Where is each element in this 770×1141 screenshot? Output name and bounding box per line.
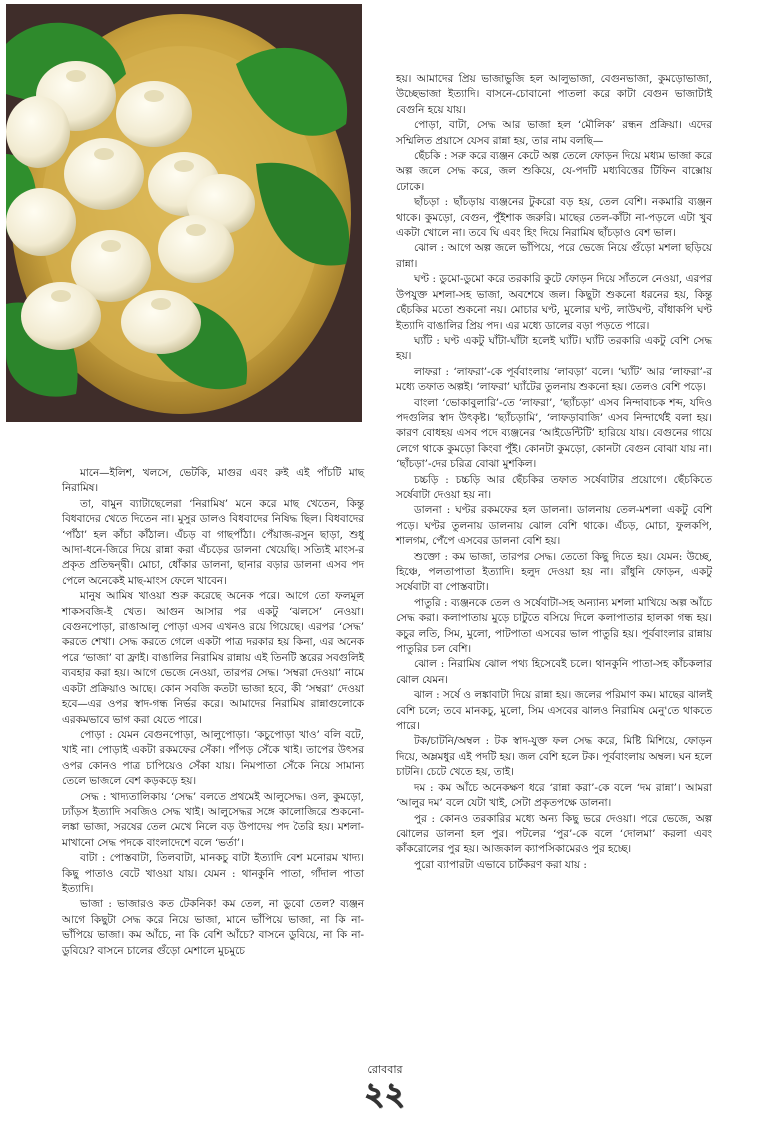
paragraph: পোড়া, বাটা, সেদ্ধ আর ভাজা হল ‘মৌলিক’ রন্ধন প্রক্রিয়া। এদের সম্মিলিত প্রয়াসে যেসব রান্না হয়, তার নাম বলছি— [396,119,712,147]
paragraph: পাতুরি : ব্যঞ্জনকে তেল ও সর্ষেবাটা-সহ অন্যান্য মশলা মাখিয়ে অল্প আঁচে সেদ্ধ করা। কলাপাতায় মুড়ে চাটুতে বসিয়ে দিলে কলাপাতার হালকা গন্ধ হয়। কচুর লতি, সিম, মুলো, পাটপাতা এসবের ভাল পাতুরি হয়। পূর্ববাংলার রান্নায় পাতুরির চল বেশি। [396,596,712,656]
paragraph: ঘ্যাঁট : ঘণ্ট একটু ঘাঁটা-ঘাঁটা হলেই ঘ্যাঁট। ঘ্যাঁট তরকারি একটু বেশি সেদ্ধ হয়। [396,334,712,363]
momo-plate-illustration [6,4,362,422]
paragraph: বাটা : পোস্তবাটা, তিলবাটা, মানকচু বাটা ইত্যাদি বেশ মনোরম খাদ্য। কিছু পাতাও বেটে খাওয়া যায়। যেমন : থানকুনি পাতা, গাঁদাল পাতা ইত্যাদি। [62,852,364,895]
paragraph: ঝোল : আগে অল্প জলে ভাঁপিয়ে, পরে ভেজে নিয়ে গুঁড়ো মশলা ছড়িয়ে রান্না। [396,242,712,270]
magazine-name: রোববার [367,1063,403,1076]
food-photo [6,4,362,422]
paragraph: তা, বামুন ব্যাটাছেলেরা ‘নিরামিষ’ মনে করে মাছ খেতেন, কিন্তু বিধবাদের খেতে দিতেন না। মুসুর ডালও বিধবাদের নিষিদ্ধ ছিল। বিধবাদের ‘পাঁঠা’ হল কাঁচা কাঁঠাল। এঁচড় বা গাছপাঁঠা। পেঁয়াজ-রসুন ছাড়া, শুধু আদা-ধনে-জিরে দিয়ে রান্না করা এঁচড়ের ডালনা খেয়েছি। সত্যিই মাংস-র প্রকৃত প্রতিদ্বন্দ্বী। মোচা, ধোঁকার ডালনা, ছানার বড়ার ডালনা এসব পদ পেলে অনেকেই মাছ-মাংস ফেলে খাবেন। [62,497,364,587]
article-right-column [396,72,712,873]
article-left-column [62,466,364,959]
paragraph: লাফরা : ‘লাফরা’-কে পূর্ববাংলায় ‘লাবড়া’ বলে। ‘ঘ্যাঁট’ আর ‘লাফরা’-র মধ্যে তফাত অল্পই। ‘লাফরা’ ঘ্যাঁটের তুলনায় শুকনো হয়। তেলও বেশি পড়ে। [396,365,712,394]
paragraph: পোড়া : যেমন বেগুনপোড়া, আলুপোড়া। ‘কচুপোড়া খাও’ বলি বটে, খাই না। পোড়াই একটা রকমফের সেঁকা। পাঁপড় সেঁকে খাই। তাপের উৎসর ওপর কোনও পাত্র চাপিয়েও সেঁকা যায়। নিমপাতা সেঁকে নিয়ে সামান্য তেলে ভাজলে বেশ কড়কড়ে হয়। [62,728,364,788]
page-number: ২২ [364,1077,406,1112]
paragraph: দম : কম আঁচে অনেকক্ষণ ধরে ‘রান্না করা’-কে বলে ‘দম রান্না’। আমরা ‘আলুর দম’ বলে যেটা খাই, সেটা প্রকৃতপক্ষে ডালনা। [396,781,712,810]
paragraph: ছাঁচড়া : ছাঁচড়ায় ব্যঞ্জনের টুকরো বড় হয়, তেল বেশি। নকমারি ব্যঞ্জন থাকে। কুমড়ো, বেগুন, পুঁইশাক জরুরি। মাছের তেল-কাঁটা না-পড়লে এটা খুব একটা খোলে না। তবে ঘি এবং হিং দিয়ে নিরামিষ ছাঁচড়াও বেশ ভাল। [396,196,712,240]
paragraph: মানে—ইলিশ, খলসে, ভেটকি, মাগুর এবং রুই এই পাঁচটি মাছ নিরামিষ। [62,467,364,495]
paragraph: ভাজা : ভাজারও কত টেকনিক! কম তেল, না ডুবো তেল? ব্যঞ্জন আগে কিছুটা সেদ্ধ করে নিয়ে ভাজা, মানে ভাঁপিয়ে ভাজা, না কি না-ভাঁপিয়ে ভাজা। কম আঁচে, না কি বেশি আঁচে? বাসনে ডুবিয়ে, না কি না-ডুবিয়ে? বাসনে চালের গুঁড়ো মেশালে মুচমুচে [62,898,364,957]
paragraph: টক/চাটনি/অম্বল : টক স্বাদ-যুক্ত ফল সেদ্ধ করে, মিষ্টি মিশিয়ে, ফোড়ন দিয়ে, অম্লমধুর এই পদটি হয়। জল বেশি হলে টক। পূর্ববাংলায় অম্বল। ঘন হলে চাটনি। চেটে খেতে হয়, তাই। [396,735,712,779]
paragraph: শুক্তো : কম ভাজা, তারপর সেদ্ধ। তেতো কিছু দিতে হয়। যেমন: উচ্ছে, হিঞ্চে, পলতাপাতা ইত্যাদি। হলুদ দেওয়া হয় না। রাঁধুনি ফোড়ন, একটু সর্ষেবাটা বা পোস্তবাটা। [396,550,712,594]
paragraph: বাংলা ‘ভোকাবুলারি’-তে ‘লাফরা’, ‘ছ্যাঁচড়া’ এসব নিন্দাবাচক শব্দ, যদিও পদগুলির স্বাদ উৎকৃষ্ট। ‘ছ্যাঁচড়ামি’, ‘লাফড়াবাজি’ এসব নিন্দার্থেই বলা হয়। কারণ বোধহয় এসব পদে ব্যঞ্জনের ‘আইডেন্টিটি’ হারিয়ে যায়। বেগুনের গায়ে লেগে থাকে কুমড়ো কিংবা পুঁই। কোনটা কুমড়ো, কোনটা বেগুন বোঝা যায় না। ‘ছাঁচড়া’-দের চরিত্র বোঝা মুশকিল। [396,396,712,471]
paragraph: ঘণ্ট : ডুমো-ডুমো করে তরকারি কুটে ফোড়ন দিয়ে সাঁতলে নেওয়া, এরপর উপযুক্ত মশলা-সহ ভাজা, অবশেষে জল। কিছুটা শুকনো ধরনের হয়, কিন্তু ছেঁচকির মতো শুকনো নয়। মোচার ঘণ্ট, মুলোর ঘণ্ট, লাউঘণ্ট, বাঁধাকপি ঘণ্ট ইত্যাদি বাঙালির প্রিয় পদ। এর মধ্যে ডালের বড়া পড়তে পারে। [396,273,712,332]
paragraph: ঝাল : সর্ষে ও লঙ্কাবাটা দিয়ে রান্না হয়। জলের পরিমাণ কম। মাছের ঝালই বেশি চলে; তবে মানকচু, মুলো, সিম এসবের ঝালও নিরামিষ মেনু'তে থাকতে পারে। [396,689,712,733]
paragraph: ডালনা : ঘণ্টর রকমফের হল ডালনা। ডালনায় তেল-মশলা একটু বেশি পড়ে। ঘণ্টর তুলনায় ডালনায় ঝোল বেশি থাকে। এঁচড়, মোচা, ফুলকপি, শালগম, পেঁপে এসবের ডালনা বেশি হয়। [396,504,712,548]
paragraph: ঝোল : নিরামিষ ঝোল পথ্য হিসেবেই চলে। থানকুনি পাতা-সহ কাঁচকলার ঝোল যেমন। [396,658,712,686]
paragraph: ছেঁচকি : সরু করে ব্যঞ্জন কেটে অল্প তেলে ফোড়ন দিয়ে মধ্যম ভাজা করে অল্প জলে সেদ্ধ করে, জল শুকিয়ে, যে-পদটি মধ্যবিত্তের টিফিন বাক্সোয় ঢোকে। [396,150,712,193]
paragraph: মানুষ আমিষ খাওয়া শুরু করেছে অনেক পরে। আগে তো ফলমূল শাকসবজি-ই খেত। আগুন আসার পর একটু ‘ঝলসে’ নেওয়া। বেগুনপোড়া, রাঙাআলু পোড়া এসব এখনও রয়ে গিয়েছে। এরপর ‘সেদ্ধ’ করতে শেখা। সেদ্ধ করতে গেলে একটা পাত্র দরকার হয় কিনা, এর অনেক পরে ‘ভাজা’ বা ফ্রাই। বাঙালির নিরামিষ রান্নায় এই তিনটি স্তরের সবগুলিই ব্যবহার করা হয়। আগে ভেজে নেওয়া, তারপর সেদ্ধ। ‘সম্বরা দেওয়া’ নামে একটা প্রক্রিয়াও আছে। কোন সবজি কতটা ভাজা হবে, কী ‘সম্বরা’ দেওয়া হবে—এর ওপর স্বাদ-গন্ধ নির্ভর করে। আমাদের নিরামিষ রান্নাগুলোকে এরকমভাবে ভাগ করা যেতে পারে। [62,590,364,726]
paragraph: পুরো ব্যাপারটা এভাবে চার্টকরণ করা যায় : [414,858,587,871]
paragraph: চচ্চড়ি : চচ্চড়ি আর ছেঁচকির তফাত সর্ষেবাটার প্রয়োগে। ছেঁচকিতে সর্ষেবাটা দেওয়া হয় না। [396,473,712,501]
paragraph: পুর : কোনও তরকারির মধ্যে অন্য কিছু ভরে দেওয়া। পরে ভেজে, অল্প ঝোলের ডালনা হল পুর। পটলের ‘পুর’-কে বলে ‘দোলমা’ করলা এবং কাঁকরোলের পুর হয়। আজকাল ক্যাপসিকামেরও পুর হচ্ছে। [396,812,712,856]
paragraph: হয়। আমাদের প্রিয় ভাজাভুজি হল আলুভাজা, বেগুনভাজা, কুমড়োভাজা, উচ্ছেভাজা ইত্যাদি। বাসনে-চোবানো পাতলা করে কাটা বেগুন ভাজাটাই বেগুনি হয়ে যায়। [396,73,712,116]
paragraph: সেদ্ধ : খাদ্যতালিকায় ‘সেদ্ধ’ বলতে প্রথমেই আলুসেদ্ধ। ওল, কুমড়ো, ঢ্যাঁড়স ইত্যাদি সবজিও সেদ্ধ খাই। আলুসেদ্ধর সঙ্গে কালোজিরে শুকনো-লঙ্কা ভাজা, সরষের তেল মেখে নিলে বড় উপাদেয় পদ তৈরি হয়। মশলা-মাখানো সেদ্ধ পদকে বাংলাদেশে বলে ‘ভর্তা’। [62,790,364,849]
